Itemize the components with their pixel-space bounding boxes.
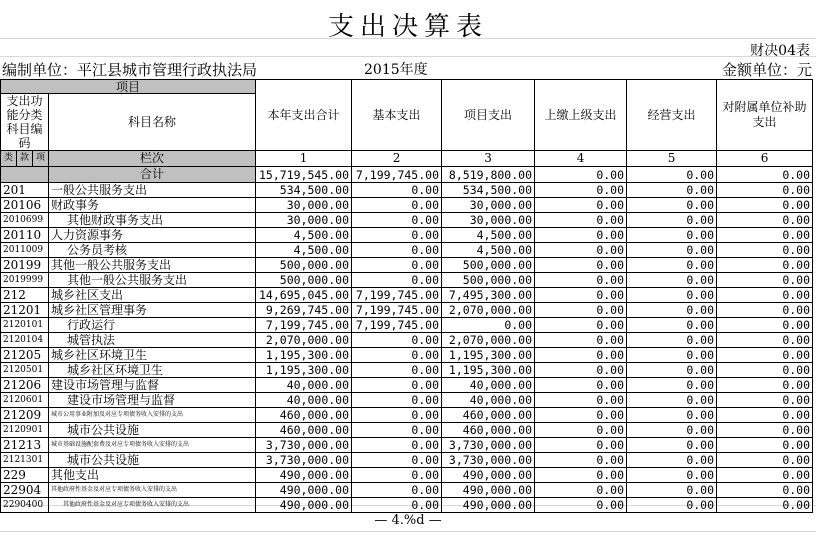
col-number-3: 3 <box>442 151 535 167</box>
amount-cell: 0.00 <box>352 213 442 228</box>
amount-cell: 0.00 <box>535 468 627 483</box>
amount-cell: 0.00 <box>535 423 627 438</box>
table-row <box>1 408 813 423</box>
amount-cell: 460,000.00 <box>256 423 352 438</box>
subject-name: 财政事务 <box>49 198 256 213</box>
col-number-5: 5 <box>627 151 717 167</box>
amount-cell: 0.00 <box>352 363 442 378</box>
total-value: 0.00 <box>535 167 627 183</box>
fiscal-year: 2015年度 <box>364 62 428 78</box>
subject-name: 其他财政事务支出 <box>49 213 256 228</box>
amount-cell: 534,500.00 <box>256 183 352 198</box>
subject-code: 2120101 <box>1 318 49 333</box>
amount-cell: 0.00 <box>627 228 717 243</box>
amount-cell: 0.00 <box>535 453 627 468</box>
amount-cell: 0.00 <box>352 243 442 258</box>
amount-cell: 3,730,000.00 <box>256 453 352 468</box>
amount-cell: 500,000.00 <box>442 273 535 288</box>
amount-cell: 0.00 <box>717 198 813 213</box>
amount-cell: 0.00 <box>352 483 442 498</box>
amount-cell: 0.00 <box>627 438 717 453</box>
amount-cell: 0.00 <box>352 333 442 348</box>
subject-code: 21206 <box>1 378 49 393</box>
expenditure-table <box>0 79 813 513</box>
subject-code: 201 <box>1 183 49 198</box>
amount-cell: 0.00 <box>352 378 442 393</box>
amount-cell: 0.00 <box>627 273 717 288</box>
amount-cell: 0.00 <box>717 243 813 258</box>
amount-cell: 0.00 <box>717 318 813 333</box>
amount-cell: 4,500.00 <box>442 243 535 258</box>
amount-cell: 0.00 <box>535 183 627 198</box>
col-header-1: 本年支出合计 <box>256 80 352 151</box>
amount-cell: 2,070,000.00 <box>256 333 352 348</box>
header-col-index: 栏次 <box>49 151 256 167</box>
total-value: 8,519,800.00 <box>442 167 535 183</box>
subject-code: 2120104 <box>1 333 49 348</box>
table-row <box>1 438 813 453</box>
amount-cell: 0.00 <box>535 243 627 258</box>
subject-name: 行政运行 <box>49 318 256 333</box>
subject-name: 其他支出 <box>49 468 256 483</box>
amount-cell: 1,195,300.00 <box>442 363 535 378</box>
amount-cell: 0.00 <box>535 273 627 288</box>
amount-cell: 460,000.00 <box>442 423 535 438</box>
col-header-4: 上缴上级支出 <box>535 80 627 151</box>
amount-cell: 30,000.00 <box>442 213 535 228</box>
amount-cell: 3,730,000.00 <box>442 453 535 468</box>
amount-cell: 0.00 <box>535 333 627 348</box>
header-xiang: 项 <box>33 151 49 167</box>
amount-cell: 0.00 <box>535 303 627 318</box>
amount-cell: 40,000.00 <box>256 393 352 408</box>
amount-cell: 0.00 <box>627 453 717 468</box>
col-number-6: 6 <box>717 151 813 167</box>
col-header-2: 基本支出 <box>352 80 442 151</box>
table-row <box>1 498 813 513</box>
amount-cell: 460,000.00 <box>256 408 352 423</box>
amount-cell: 0.00 <box>535 318 627 333</box>
amount-cell: 0.00 <box>717 273 813 288</box>
amount-cell: 0.00 <box>717 468 813 483</box>
page-title: 支出决算表 <box>327 12 488 42</box>
amount-cell: 0.00 <box>627 363 717 378</box>
amount-cell: 0.00 <box>627 498 717 513</box>
subject-code: 21213 <box>1 438 49 453</box>
table-row <box>1 198 813 213</box>
subject-code: 21205 <box>1 348 49 363</box>
amount-cell: 7,495,300.00 <box>442 288 535 303</box>
amount-cell: 0.00 <box>442 318 535 333</box>
amount-cell: 500,000.00 <box>442 258 535 273</box>
amount-cell: 0.00 <box>717 483 813 498</box>
table-row <box>1 453 813 468</box>
subject-name: 其他一般公共服务支出 <box>49 273 256 288</box>
amount-cell: 1,195,300.00 <box>256 348 352 363</box>
col-header-3: 项目支出 <box>442 80 535 151</box>
amount-cell: 2,070,000.00 <box>442 333 535 348</box>
amount-cell: 534,500.00 <box>442 183 535 198</box>
amount-cell: 0.00 <box>717 498 813 513</box>
gridline <box>0 56 816 57</box>
amount-cell: 0.00 <box>627 423 717 438</box>
amount-cell: 0.00 <box>535 363 627 378</box>
subject-code: 229 <box>1 468 49 483</box>
col-number-1: 1 <box>256 151 352 167</box>
amount-cell: 0.00 <box>352 408 442 423</box>
col-number-2: 2 <box>352 151 442 167</box>
amount-cell: 0.00 <box>627 198 717 213</box>
amount-cell: 0.00 <box>717 303 813 318</box>
subject-name: 其他一般公共服务支出 <box>49 258 256 273</box>
compiling-unit: 编制单位：平江县城市管理行政执法局 <box>2 61 258 79</box>
table-row <box>1 333 813 348</box>
subject-code: 21201 <box>1 303 49 318</box>
amount-cell: 0.00 <box>535 198 627 213</box>
amount-cell: 0.00 <box>352 438 442 453</box>
subject-code: 2120901 <box>1 423 49 438</box>
table-row <box>1 378 813 393</box>
amount-cell: 0.00 <box>535 393 627 408</box>
amount-cell: 0.00 <box>535 438 627 453</box>
total-code-cell <box>1 167 49 183</box>
subject-name: 其他政府性基金及对应专项债务收入安排的支出 <box>49 483 256 498</box>
amount-cell: 0.00 <box>535 498 627 513</box>
amount-cell: 0.00 <box>627 243 717 258</box>
subject-name: 城市公用事业附加及对应专项债务收入安排的支出 <box>49 408 256 423</box>
amount-cell: 0.00 <box>352 228 442 243</box>
amount-cell: 0.00 <box>717 438 813 453</box>
header-lei: 类 <box>1 151 17 167</box>
amount-cell: 0.00 <box>352 468 442 483</box>
amount-cell: 0.00 <box>717 363 813 378</box>
amount-cell: 490,000.00 <box>442 498 535 513</box>
subject-name: 城市公共设施 <box>49 453 256 468</box>
subject-code: 20110 <box>1 228 49 243</box>
table-row <box>1 393 813 408</box>
amount-cell: 0.00 <box>352 393 442 408</box>
table-row <box>1 258 813 273</box>
gridline <box>0 531 816 532</box>
table-row <box>1 273 813 288</box>
amount-cell: 0.00 <box>717 393 813 408</box>
amount-cell: 500,000.00 <box>256 273 352 288</box>
table-row <box>1 423 813 438</box>
amount-cell: 7,199,745.00 <box>352 288 442 303</box>
amount-cell: 460,000.00 <box>442 408 535 423</box>
amount-cell: 0.00 <box>535 378 627 393</box>
table-row <box>1 303 813 318</box>
amount-cell: 3,730,000.00 <box>256 438 352 453</box>
amount-cell: 3,730,000.00 <box>442 438 535 453</box>
amount-cell: 0.00 <box>627 318 717 333</box>
amount-cell: 0.00 <box>627 303 717 318</box>
amount-cell: 0.00 <box>352 273 442 288</box>
amount-cell: 7,199,745.00 <box>352 318 442 333</box>
amount-cell: 0.00 <box>627 348 717 363</box>
page-footer: — 4.%d — <box>374 513 442 528</box>
amount-cell: 0.00 <box>717 228 813 243</box>
amount-cell: 0.00 <box>627 258 717 273</box>
subject-name: 一般公共服务支出 <box>49 183 256 198</box>
amount-cell: 0.00 <box>535 348 627 363</box>
amount-cell: 1,195,300.00 <box>256 363 352 378</box>
subject-code: 2010699 <box>1 213 49 228</box>
amount-cell: 40,000.00 <box>442 393 535 408</box>
col-number-4: 4 <box>535 151 627 167</box>
table-row <box>1 288 813 303</box>
amount-cell: 0.00 <box>627 468 717 483</box>
amount-cell: 490,000.00 <box>256 483 352 498</box>
amount-cell: 1,195,300.00 <box>442 348 535 363</box>
amount-cell: 500,000.00 <box>256 258 352 273</box>
amount-cell: 0.00 <box>627 408 717 423</box>
total-value: 15,719,545.00 <box>256 167 352 183</box>
total-value: 0.00 <box>627 167 717 183</box>
amount-cell: 0.00 <box>717 408 813 423</box>
table-row <box>1 483 813 498</box>
amount-cell: 490,000.00 <box>256 498 352 513</box>
subject-code: 2121301 <box>1 453 49 468</box>
amount-cell: 0.00 <box>627 378 717 393</box>
amount-cell: 40,000.00 <box>442 378 535 393</box>
table-row <box>1 243 813 258</box>
total-value: 7,199,745.00 <box>352 167 442 183</box>
table-row <box>1 228 813 243</box>
amount-cell: 30,000.00 <box>256 198 352 213</box>
amount-cell: 0.00 <box>717 378 813 393</box>
subject-name: 公务员考核 <box>49 243 256 258</box>
amount-cell: 0.00 <box>535 408 627 423</box>
amount-cell: 4,500.00 <box>442 228 535 243</box>
amount-cell: 0.00 <box>535 213 627 228</box>
amount-cell: 4,500.00 <box>256 228 352 243</box>
amount-cell: 0.00 <box>717 258 813 273</box>
amount-cell: 0.00 <box>535 228 627 243</box>
amount-cell: 40,000.00 <box>256 378 352 393</box>
amount-cell: 0.00 <box>717 183 813 198</box>
subject-name: 城市公共设施 <box>49 423 256 438</box>
amount-cell: 0.00 <box>352 423 442 438</box>
subject-code: 2290400 <box>1 498 49 513</box>
subject-name: 城乡社区管理事务 <box>49 303 256 318</box>
subject-name: 城市基础设施配套费及对应专项债务收入安排的支出 <box>49 438 256 453</box>
amount-cell: 490,000.00 <box>442 468 535 483</box>
subject-code: 2120501 <box>1 363 49 378</box>
col-header-5: 经营支出 <box>627 80 717 151</box>
subject-code: 20106 <box>1 198 49 213</box>
subject-name: 城管执法 <box>49 333 256 348</box>
subject-code: 20199 <box>1 258 49 273</box>
amount-cell: 0.00 <box>627 393 717 408</box>
currency-unit: 金额单位：元 <box>721 61 812 79</box>
amount-cell: 0.00 <box>627 183 717 198</box>
amount-cell: 0.00 <box>352 453 442 468</box>
subject-name: 建设市场管理与监督 <box>49 378 256 393</box>
header-func-class: 支出功能分类科目编码 <box>1 94 49 151</box>
amount-cell: 0.00 <box>717 348 813 363</box>
amount-cell: 0.00 <box>627 288 717 303</box>
subject-name: 城乡社区环境卫生 <box>49 348 256 363</box>
subject-code: 2019999 <box>1 273 49 288</box>
subject-code: 212 <box>1 288 49 303</box>
subject-name: 其他政府性基金及对应专项债务收入安排的支出 <box>49 498 256 513</box>
total-row <box>1 167 813 183</box>
subject-code: 22904 <box>1 483 49 498</box>
form-code: 财决04表 <box>750 43 810 59</box>
subject-name: 人力资源事务 <box>49 228 256 243</box>
table-row <box>1 183 813 198</box>
table-row <box>1 363 813 378</box>
header-item: 项目 <box>1 80 256 94</box>
table-row <box>1 318 813 333</box>
amount-cell: 0.00 <box>717 423 813 438</box>
header-subject-name: 科目名称 <box>49 94 256 151</box>
col-header-6: 对附属单位补助支出 <box>717 80 813 151</box>
subject-name: 城乡社区支出 <box>49 288 256 303</box>
table-row <box>1 468 813 483</box>
amount-cell: 0.00 <box>627 213 717 228</box>
amount-cell: 2,070,000.00 <box>442 303 535 318</box>
amount-cell: 0.00 <box>717 213 813 228</box>
subject-code: 2011009 <box>1 243 49 258</box>
total-label: 合计 <box>49 167 256 183</box>
amount-cell: 14,695,045.00 <box>256 288 352 303</box>
amount-cell: 490,000.00 <box>256 468 352 483</box>
amount-cell: 0.00 <box>627 333 717 348</box>
amount-cell: 4,500.00 <box>256 243 352 258</box>
total-value: 0.00 <box>717 167 813 183</box>
amount-cell: 30,000.00 <box>442 198 535 213</box>
amount-cell: 0.00 <box>352 498 442 513</box>
table-row <box>1 213 813 228</box>
amount-cell: 0.00 <box>352 198 442 213</box>
subject-code: 21209 <box>1 408 49 423</box>
amount-cell: 0.00 <box>535 483 627 498</box>
amount-cell: 0.00 <box>352 258 442 273</box>
amount-cell: 0.00 <box>352 348 442 363</box>
subject-code: 2120601 <box>1 393 49 408</box>
amount-cell: 30,000.00 <box>256 213 352 228</box>
amount-cell: 0.00 <box>352 183 442 198</box>
amount-cell: 7,199,745.00 <box>352 303 442 318</box>
amount-cell: 0.00 <box>627 483 717 498</box>
amount-cell: 0.00 <box>535 258 627 273</box>
amount-cell: 0.00 <box>535 288 627 303</box>
amount-cell: 490,000.00 <box>442 483 535 498</box>
amount-cell: 0.00 <box>717 333 813 348</box>
amount-cell: 0.00 <box>717 453 813 468</box>
amount-cell: 9,269,745.00 <box>256 303 352 318</box>
header-kuan: 款 <box>17 151 33 167</box>
subject-name: 建设市场管理与监督 <box>49 393 256 408</box>
table-row <box>1 348 813 363</box>
amount-cell: 7,199,745.00 <box>256 318 352 333</box>
subject-name: 城乡社区环境卫生 <box>49 363 256 378</box>
amount-cell: 0.00 <box>717 288 813 303</box>
